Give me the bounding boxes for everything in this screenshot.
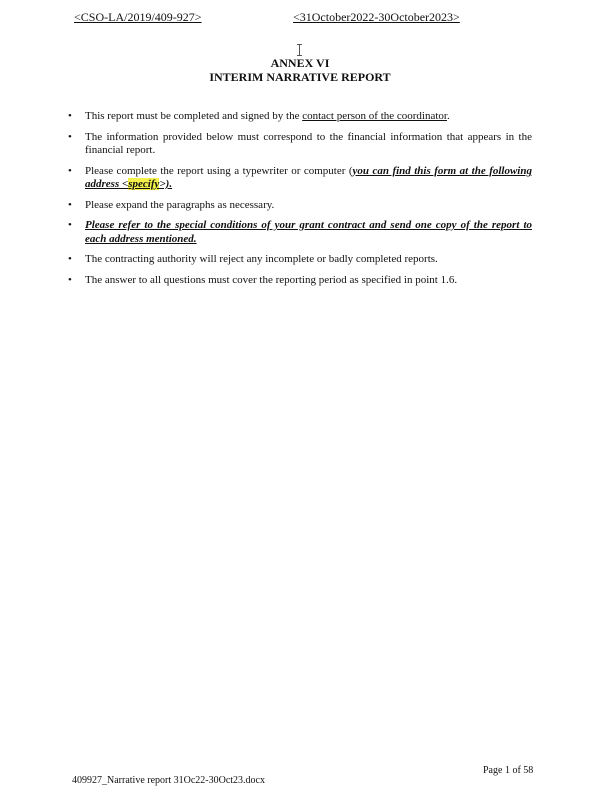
list-item: • The information provided below must correspond to the financial information that appears in the financial report.: [68, 130, 532, 156]
bullet-icon: •: [68, 219, 72, 231]
list-item: [68, 219, 532, 246]
list-item: • Please complete the report using a typewriter or computer (you can find this form at the following address <specify>).: [68, 164, 532, 190]
bullet-icon: •: [68, 130, 72, 143]
contact-person-link: contact person of the coordinator: [302, 110, 447, 122]
header-reference: <CSO-LA/2019/409-927>: [74, 10, 202, 24]
bullet-icon: •: [68, 253, 72, 265]
instructions-list: [68, 110, 532, 294]
report-title: INTERIM NARRATIVE REPORT: [209, 70, 391, 84]
list-item: • The answer to all questions must cover the reporting period as specified in point 1.6.: [68, 273, 458, 286]
annex-title: ANNEX VI: [270, 56, 330, 70]
form-address-note: you can find this form at the following address <specify>).: [85, 164, 532, 190]
bullet-icon: •: [68, 273, 72, 286]
title-block: [0, 56, 600, 84]
specify-highlight: specify: [128, 178, 160, 190]
bullet-icon: •: [68, 198, 72, 211]
bullet-icon: •: [68, 110, 72, 122]
list-item: • The contracting authority will reject any incomplete or badly completed reports.: [68, 253, 438, 265]
special-conditions-note: Please refer to the special conditions of your grant contract and send one copy of the report to each address mentioned.: [85, 219, 532, 245]
page-number: Page 1 of 58: [483, 765, 534, 776]
header-period: <31October2022-30October2023>: [293, 10, 460, 24]
footer-filename: 409927_Narrative report 31Oc22-30Oct23.docx: [72, 775, 265, 786]
bullet-icon: •: [68, 164, 72, 177]
list-item: • This report must be completed and signed by the contact person of the coordinator.: [68, 110, 450, 122]
text-cursor-icon: [299, 44, 300, 56]
list-item: • Please expand the paragraphs as necessary.: [68, 198, 275, 211]
